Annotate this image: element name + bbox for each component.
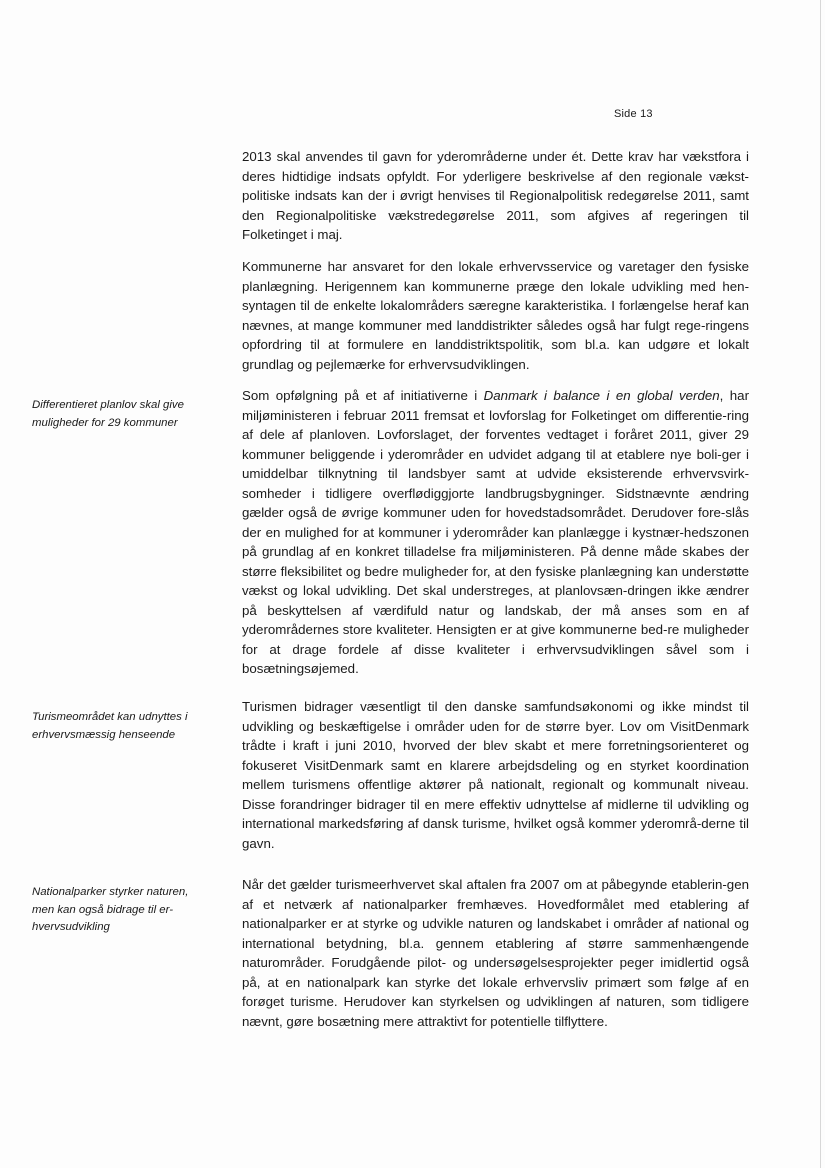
margin-note-turisme: Turismeområdet kan udnyttes i erhvervsmæssig henseende <box>32 711 188 741</box>
paragraph-regional-vaekstfora: 2013 skal anvendes til gavn for yderområderne under ét. Dette krav har vækstfora i deres hidtidige indsats opfyldt. For yderligere beskrivelse af den regionale vækst-politiske indsats kan der i øvrigt henvises til Regionalpolitisk redegørelse 2011, samt den Regionalpolitiske vækstredegørelse 2011, som afgives af regeringen til Folketinget i maj. <box>242 149 749 242</box>
margin-note-nationalparker: Nationalparker styrker naturen, men kan også bidrage til er-hvervsudvikling <box>32 886 189 933</box>
paragraph-kommunerne: Kommunerne har ansvaret for den lokale erhvervsservice og varetager den fysiske planlægning. Herigennem kan kommunerne præge den lokale udvikling med hen-syntagen til de enkelte lokalområders særegne karakteristika. I forlængelse heraf kan nævnes, at mange kommuner med landdistrikter således også har fulgt rege-ringens opfordring til at formulere en landdistriktspolitik, som bl.a. kan udgøre et lokalt grundlag og pejlemærke for erhvervsudviklingen. <box>242 259 749 372</box>
scan-edge-line <box>820 0 821 1168</box>
paragraph-turisme: Turismen bidrager væsentligt til den danske samfundsøkonomi og ikke mindst til udvikling og beskæftigelse i områder uden for de større byer. Lov om VisitDenmark trådte i kraft i juni 2010, hvorved der blev skabt et mere forretningsorienteret og fokuseret VisitDenmark samt en klarere arbejdsdeling og en styrket koordination mellem turismens offentlige aktører på nationalt, regionalt og kommunalt niveau. Disse forandringer bidrager til en mere effektiv udnyttelse af midlerne til udvikling og international markedsføring af dansk turisme, hvilket også kommer yderområ-derne til gavn. <box>242 699 749 851</box>
paragraph-planlov-lead: Som opfølgning på et af initiativerne i <box>242 388 484 403</box>
paragraph-planlov-body: , har miljøministeren i februar 2011 fremsat et lovforslag for Folketinget om differentie-ring af dele af planloven. Lovforslaget, der forventes vedtaget i foråret 2011, giver 29 kommuner beliggende i yderområder en udvidet adgang til at etablere nye boli-ger i umiddelbar tilknytning til landsbyer samt at udvide eksisterende erhvervsvirk-somheder i tidligere overflødiggjorte landbrugsbygninger. Sidstnævnte ændring gælder også de øvrige kommuner uden for hovedstadsområdet. Derudover fore-slås der en mulighed for at kommuner i yderområder kan planlægge i kystnær-hedszonen på grundlag af en konkret tilladelse fra miljøministeren. På denne måde skabes der større fleksibilitet og bedre muligheder for, at den fysiske planlægning kan understøtte vækst og lokal udvikling. Det skal understreges, at planlovsæn-dringen ikke ændrer på beskyttelsen af værdifuld natur og landskab, der må anses som en af yderområdernes store kvaliteter. Hensigten er at give kommunerne bed-re muligheder for at drage fordele af disse kvaliteter i erhvervsudviklingen såvel som i bosætningsøjemed. <box>242 388 750 676</box>
page-number: Side 13 <box>614 108 653 120</box>
initiative-title: Danmark i balance i en global verden <box>483 388 720 403</box>
paragraph-nationalparker: Når det gælder turismeerhvervet skal aftalen fra 2007 om at påbegynde etablerin-gen af et netværk af nationalparker fremhæves. Hovedformålet med etablering af nationalparker er at styrke og udvikle naturen og landskabet i områder af national og international betydning, bl.a. gennem etablering af større sammenhængende naturområder. Forudgående pilot- og undersøgelsesprojekter peger imidlertid også på, at en nationalpark kan styrke det lokale erhvervsliv primært som følge af en forøget turisme. Herudover kan styrkelsen og udviklingen af naturen, som tidligere nævnt, gøre bosætning mere attraktivt for potentielle tilflyttere. <box>242 877 749 1029</box>
margin-note-planlov: Differentieret planlov skal give muligheder for 29 kommuner <box>32 399 184 429</box>
paragraph-planlov <box>242 386 749 679</box>
